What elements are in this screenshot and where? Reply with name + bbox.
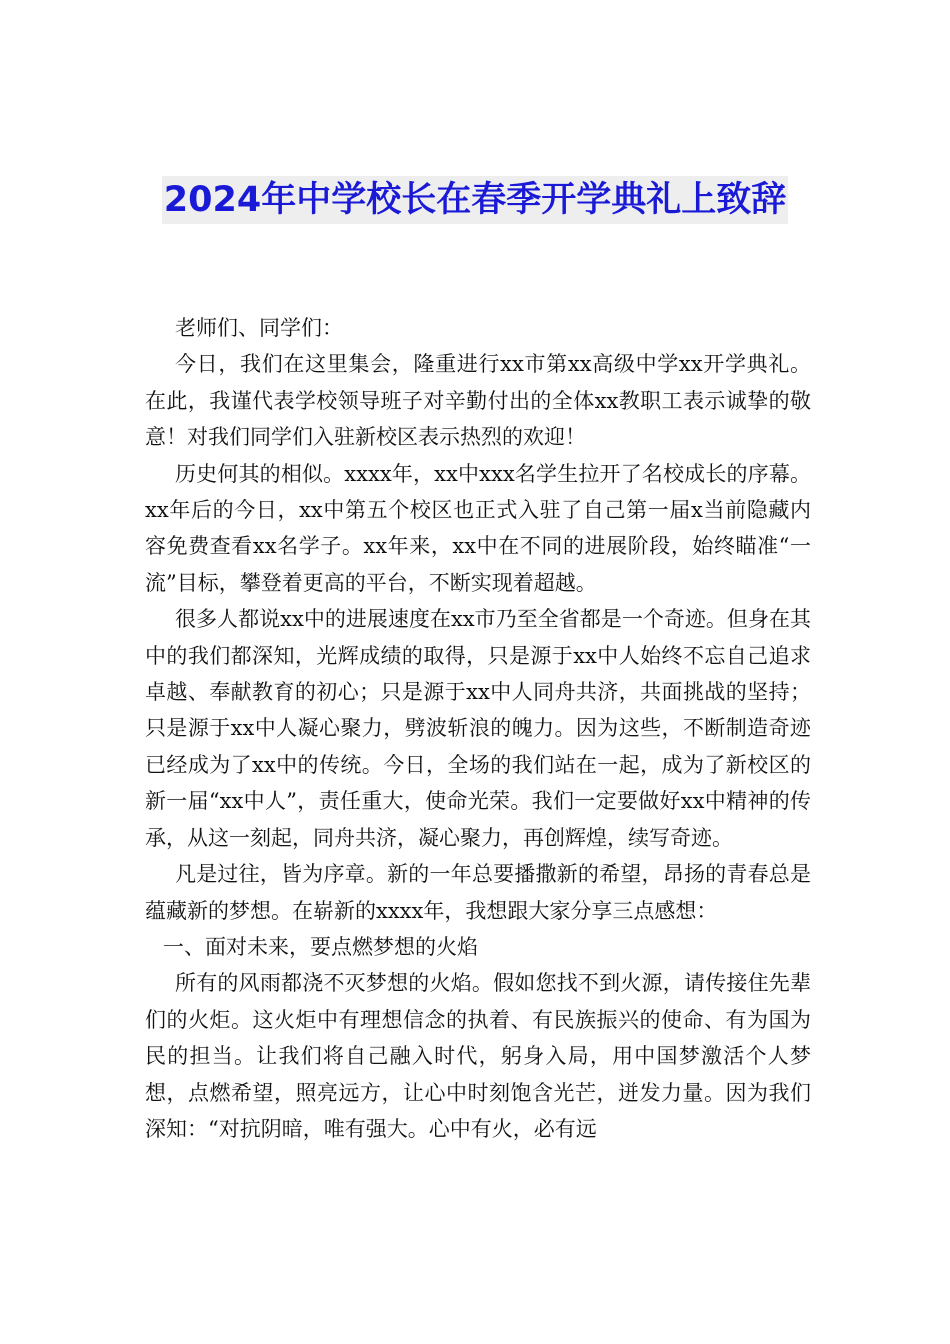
paragraph-4: 凡是过往，皆为序章。新的一年总要播撒新的希望，昂扬的青春总是蕴藏新的梦想。在崭新的xxxx年，我想跟大家分享三点感想：	[145, 862, 811, 923]
paragraph-3: 很多人都说xx中的进展速度在xx市乃至全省都是一个奇迹。但身在其中的我们都深知，光辉成绩的取得，只是源于xx中人始终不忘自己追求卓越、奉献教育的初心；只是源于xx中人同舟共济，共面挑战的坚持；只是源于xx中人凝心聚力，劈波斩浪的魄力。因为这些，不断制造奇迹已经成为了xx中的传统。今日，全场的我们站在一起，成为了新校区的新一届“xx中人”，责任重大，使命光荣。我们一定要做好xx中精神的传承，从这一刻起，同舟共济，凝心聚力，再创辉煌，续写奇迹。	[145, 607, 811, 850]
document-title: 2024年中学校长在春季开学典礼上致辞	[162, 176, 788, 224]
paragraph-1: 今日，我们在这里集会，隆重进行xx市第xx高级中学xx开学典礼。在此，我谨代表学校领导班子对辛勤付出的全体xx教职工表示诚挚的敬意！对我们同学们入驻新校区表示热烈的欢迎！	[145, 352, 811, 450]
document-body	[145, 310, 811, 1147]
salutation: 老师们、同学们：	[175, 316, 343, 340]
title-wrapper	[0, 176, 950, 224]
paragraph-2: 历史何其的相似。xxxx年，xx中xxx名学生拉开了名校成长的序幕。xx年后的今日，xx中第五个校区也正式入驻了自己第一届x当前隐藏内容免费查看xx名学子。xx年来，xx中在不同的进展阶段，始终瞄准“一流”目标，攀登着更高的平台，不断实现着超越。	[145, 461, 811, 595]
section-paragraph: 所有的风雨都浇不灭梦想的火焰。假如您找不到火源，请传接住先辈们的火炬。这火炬中有理想信念的执着、有民族振兴的使命、有为国为民的担当。让我们将自己融入时代，躬身入局，用中国梦激活个人梦想，点燃希望，照亮远方，让心中时刻饱含光芒，迸发力量。因为我们深知：“对抗阴暗，唯有强大。心中有火，必有远	[145, 971, 811, 1141]
section-heading: 一、面对未来，要点燃梦想的火焰	[163, 934, 478, 959]
